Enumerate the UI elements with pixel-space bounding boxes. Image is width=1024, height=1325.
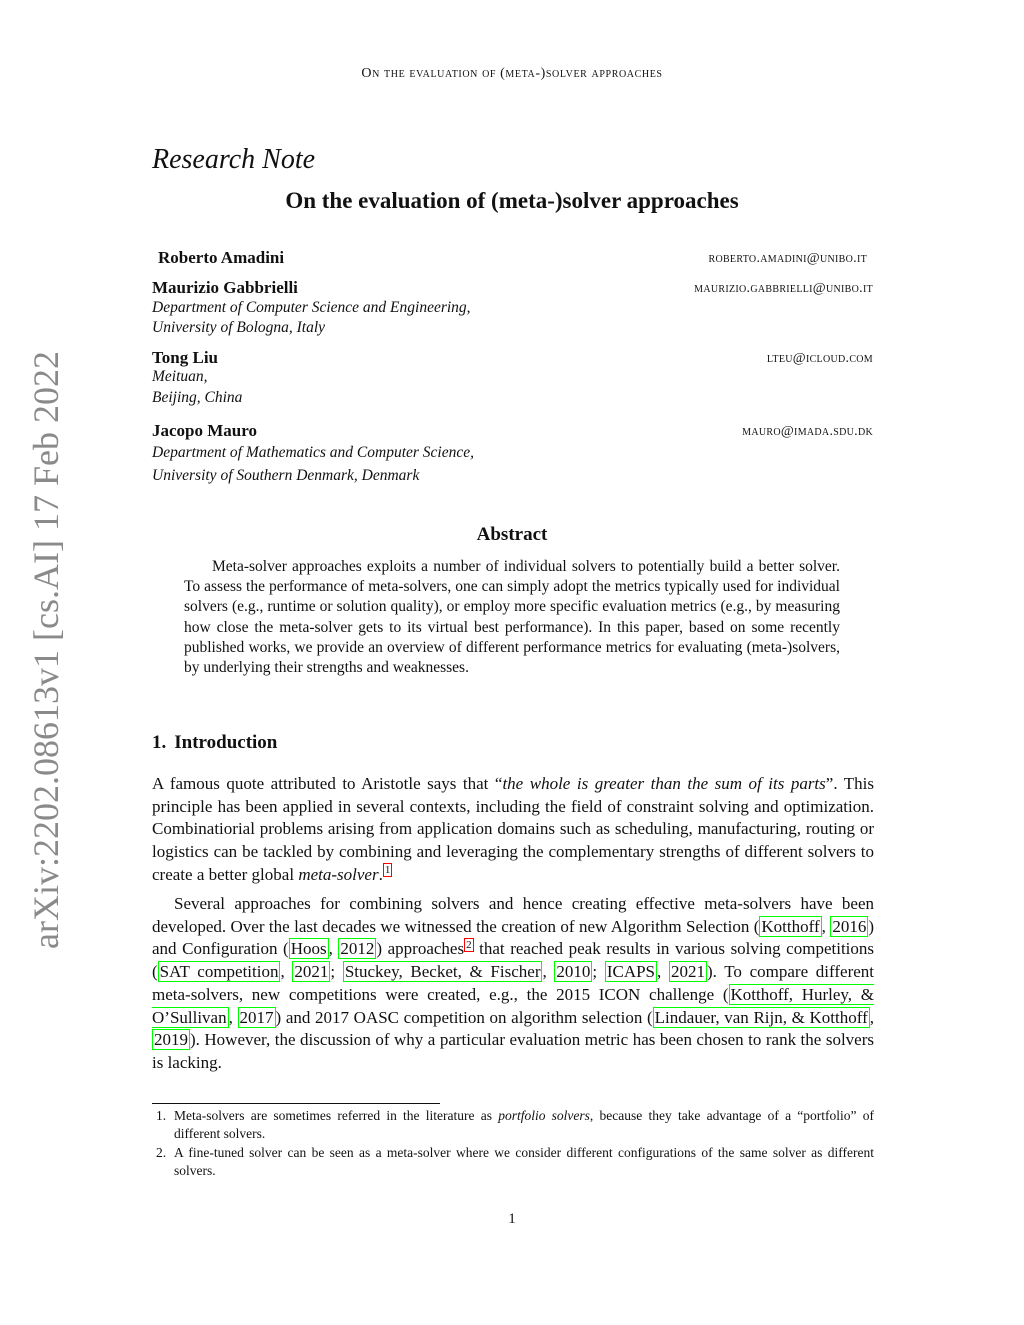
text-run: , [328, 939, 339, 959]
abstract-text: Meta-solver approaches exploits a number of individual solvers to potentially build a better solver. To assess the performance of meta-solvers, one can simply adopt the metrics typically used for individual solvers (e.g., runtime or solution quality), or employ more specific evaluation metrics (e.g., by measuring how close the meta-solver gets to its virtual best performance). In this paper, based on some recently published works, we provide an overview of different performance metrics for evaluating (meta-)solvers, by underlying their strengths and weaknesses. [184, 558, 840, 677]
citation-lindauer-author[interactable]: Lindauer, van Rijn, & Kotthoff [654, 1007, 868, 1027]
citation-sat-competition-year[interactable]: 2021 [294, 962, 329, 982]
text-run: that reached peak results in various solving competitions ( [152, 939, 875, 982]
citation-kotthoff-hurley-year[interactable]: 2017 [239, 1007, 274, 1027]
citation-stuckey-year[interactable]: 2010 [556, 962, 591, 982]
text-run: . [378, 864, 383, 884]
text-run: , [821, 916, 831, 936]
citation-sat-competition-author[interactable]: SAT competition [159, 962, 279, 982]
text-run: ) and 2017 OASC competition on algorithm selection ( [275, 1007, 653, 1027]
citation-stuckey-author[interactable]: Stuckey, Becket, & Fischer [344, 962, 541, 982]
text-run: ). However, the discussion of why a particular evaluation metric has been chosen to rank the solvers is lacking. [152, 1030, 874, 1072]
footnote-text [174, 1107, 874, 1143]
author-affiliation-2-line-1: Department of Computer Science and Engineering, [152, 299, 471, 316]
term-portfolio-solvers: portfolio solvers [498, 1108, 590, 1123]
abstract-heading: Abstract [476, 524, 548, 545]
author-affiliation-4-line-1: Department of Mathematics and Computer Science, [152, 444, 474, 461]
citation-icaps-author[interactable]: ICAPS [606, 962, 656, 982]
intro-paragraph-2 [152, 893, 874, 1075]
footnote-number: 1. [156, 1108, 167, 1123]
citation-kotthoff-author[interactable]: Kotthoff [761, 916, 820, 936]
paper-title: On the evaluation of (meta-)solver approaches [285, 188, 739, 213]
citation-icaps-year[interactable]: 2021 [670, 962, 705, 982]
author-affiliation-3-line-1: Meituan, [152, 368, 208, 385]
citation-lindauer-year[interactable]: 2019 [154, 1030, 188, 1050]
text-run: , [280, 962, 293, 982]
text-run: , [869, 1007, 874, 1027]
text-run: ”. This principle has been applied in several contexts, including the field of constraint solving and optimization. Combinatiorial problems arising from application domains such as scheduling, manufacturing, routing or logistics can be tackled by combining and leveraging the complementary strengths of different solvers to create a better global [152, 774, 874, 884]
author-name-4: Jacopo Mauro [152, 421, 257, 440]
intro-paragraph-1 [152, 773, 874, 887]
citation-hoos-year[interactable]: 2012 [340, 939, 375, 959]
section-title: Introduction [174, 732, 278, 753]
footnote-2 [152, 1144, 874, 1180]
note-type: Research Note [152, 144, 316, 175]
author-email-3: lteu@icloud.com [766, 351, 873, 366]
page-number: 1 [508, 1211, 516, 1227]
footnote-1 [152, 1107, 874, 1143]
text-run: ; [330, 962, 343, 982]
arxiv-identifier-stamp: arXiv:2202.08613v1 [cs.AI] 17 Feb 2022 [26, 351, 66, 949]
text-run: , [657, 962, 669, 982]
text-run: , [542, 962, 555, 982]
author-affiliation-4-line-2: University of Southern Denmark, Denmark [152, 467, 420, 484]
citation-kotthoff-year[interactable]: 2016 [832, 916, 867, 936]
author-email-2: maurizio.gabbrielli@unibo.it [694, 281, 873, 296]
footnote-ref-2[interactable]: 2 [466, 938, 472, 951]
citation-kotthoff-hurley-author[interactable]: Kotthoff, Hurley, & O’Sullivan [152, 984, 874, 1027]
running-head: On the evaluation of (meta-)solver approaches [361, 66, 663, 81]
text-run: , [228, 1007, 238, 1027]
footnote-divider [152, 1103, 440, 1104]
text-run: , because they take advantage of a “portfolio” of different solvers. [174, 1108, 874, 1141]
citation-hoos-author[interactable]: Hoos [290, 939, 327, 959]
text-run: A famous quote attributed to Aristotle says that “ [152, 774, 503, 793]
footnote-ref-1[interactable]: 1 [384, 864, 391, 877]
author-affiliation-2-line-2: University of Bologna, Italy [152, 319, 326, 336]
text-run: Meta-solvers are sometimes referred in the literature as [174, 1108, 499, 1123]
text-run: ; [592, 962, 605, 982]
text-run: ) and Configuration ( [152, 916, 874, 959]
author-affiliation-3-line-2: Beijing, China [152, 389, 243, 406]
text-run: ). To compare different meta-solvers, new competitions were created, e.g., the 2015 ICON challenge ( [152, 962, 875, 1004]
section-heading [152, 732, 277, 754]
text-run: Several approaches for combining solvers and hence creating effective meta-solvers have been developed. Over the last decades we witnessed the creation of new Algorithm Selection ( [152, 894, 874, 936]
aristotle-quote: the whole is greater than the sum of its parts [502, 774, 826, 793]
footnote-text: A fine-tuned solver can be seen as a meta-solver where we consider different configurations of the same solver as different solvers. [174, 1145, 874, 1178]
author-name-1: Roberto Amadini [158, 248, 285, 267]
author-email-1: roberto.amadini@unibo.it [708, 251, 867, 266]
section-number: 1. [152, 732, 167, 753]
author-email-4: mauro@imada.sdu.dk [742, 424, 873, 439]
text-run: ) approaches [376, 939, 465, 959]
footnote-number: 2. [156, 1145, 167, 1160]
author-name-3: Tong Liu [152, 348, 218, 367]
author-name-2: Maurizio Gabbrielli [152, 278, 298, 297]
term-meta-solver: meta-solver [298, 864, 379, 884]
